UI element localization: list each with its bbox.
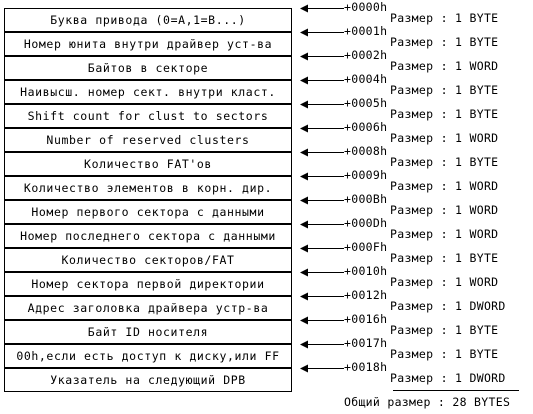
field-size-separator: : [440, 11, 448, 25]
dpb-field [4, 320, 292, 344]
field-size-label: Размер [390, 227, 434, 241]
dpb-field [4, 368, 292, 392]
field-offset: +0001h [344, 24, 388, 38]
total-size-value: 28 BYTES [452, 395, 511, 409]
field-offset: +000Bh [344, 192, 388, 206]
dpb-field-label: Количество секторов/FAT [61, 253, 235, 267]
field-size-label: Размер [390, 107, 434, 121]
offset-arrow-icon [300, 172, 346, 181]
field-size [390, 181, 498, 192]
total-separator-line [393, 390, 519, 391]
dpb-field [4, 104, 292, 128]
field-size-value: 1 BYTE [455, 83, 499, 97]
dpb-field-label: Наивысш. номер сект. внутри класт. [20, 85, 276, 99]
field-size [390, 373, 506, 384]
offset-arrow-icon [300, 244, 346, 253]
field-size-separator: : [440, 323, 448, 337]
dpb-field [4, 176, 292, 200]
field-size [390, 157, 498, 168]
field-size-value: 1 BYTE [455, 107, 499, 121]
field-offset: +0004h [344, 72, 388, 86]
field-size-value: 1 BYTE [455, 323, 499, 337]
total-size-separator: : [437, 395, 446, 409]
field-offset: +0005h [344, 96, 388, 110]
field-size-value: 1 WORD [455, 227, 499, 241]
offset-arrow-icon [300, 28, 346, 37]
dpb-field [4, 272, 292, 296]
field-size-value: 1 BYTE [455, 11, 499, 25]
field-offset: +0018h [344, 360, 388, 374]
offset-arrow-icon [300, 268, 346, 277]
field-size [390, 13, 498, 24]
dpb-field-label: Количество FAT'ов [84, 157, 212, 171]
field-size-label: Размер [390, 275, 434, 289]
field-size [390, 133, 498, 144]
offset-arrow-icon [300, 76, 346, 85]
field-offset: +0010h [344, 264, 388, 278]
dpb-field [4, 296, 292, 320]
field-size-separator: : [440, 371, 448, 385]
dpb-field-label: Буква привода (0=A,1=B...) [50, 13, 246, 27]
field-size-label: Размер [390, 347, 434, 361]
field-size-separator: : [440, 35, 448, 49]
offset-arrow-icon [300, 148, 346, 157]
dpb-field-label: Номер юнита внутри драйвер уст-ва [23, 37, 273, 51]
field-size-separator: : [440, 251, 448, 265]
field-offset: +0012h [344, 288, 388, 302]
dpb-field-label: Shift count for clust to sectors [27, 109, 269, 123]
field-size [390, 37, 498, 48]
field-size [390, 229, 498, 240]
offset-arrow-icon [300, 196, 346, 205]
dpb-field [4, 8, 292, 32]
total-size-label: Общий размер [344, 395, 431, 409]
field-offset: +0017h [344, 336, 388, 350]
offset-arrow-icon [300, 52, 346, 61]
field-size-value: 1 BYTE [455, 251, 499, 265]
dpb-field [4, 152, 292, 176]
field-offset: +0002h [344, 48, 388, 62]
field-size [390, 85, 498, 96]
dpb-field-label: Адрес заголовка драйвера устр-ва [27, 301, 269, 315]
dpb-field-label: Байт ID носителя [87, 325, 209, 339]
dpb-field-label: Номер первого сектора с данными [31, 205, 265, 219]
offset-arrow-icon [300, 4, 346, 13]
offset-arrow-icon [300, 364, 346, 373]
field-size-separator: : [440, 83, 448, 97]
field-size-value: 1 DWORD [455, 299, 506, 313]
dpb-field [4, 200, 292, 224]
dpb-field-label: Номер последнего сектора с данными [20, 229, 276, 243]
field-size-label: Размер [390, 179, 434, 193]
field-size-label: Размер [390, 323, 434, 337]
field-offset: +0008h [344, 144, 388, 158]
offset-arrow-icon [300, 340, 346, 349]
field-size-label: Размер [390, 203, 434, 217]
field-size [390, 109, 498, 120]
total-size [344, 397, 510, 408]
field-size-separator: : [440, 107, 448, 121]
field-size-separator: : [440, 203, 448, 217]
field-size [390, 205, 498, 216]
dpb-field-label: Number of reserved clusters [46, 133, 250, 147]
dpb-field-label: Количество элементов в корн. дир. [23, 181, 273, 195]
field-size [390, 301, 506, 312]
dpb-field [4, 80, 292, 104]
dpb-field [4, 344, 292, 368]
offset-arrow-icon [300, 100, 346, 109]
field-size-label: Размер [390, 35, 434, 49]
dpb-field [4, 224, 292, 248]
field-size-separator: : [440, 227, 448, 241]
field-size-label: Размер [390, 299, 434, 313]
field-offset: +0016h [344, 312, 388, 326]
field-size-value: 1 WORD [455, 275, 499, 289]
field-size-separator: : [440, 131, 448, 145]
field-size [390, 325, 498, 336]
field-size-value: 1 BYTE [455, 35, 499, 49]
field-offset: +0000h [344, 0, 388, 14]
dpb-field [4, 248, 292, 272]
field-size-separator: : [440, 155, 448, 169]
dpb-field [4, 128, 292, 152]
dpb-field [4, 32, 292, 56]
field-size-value: 1 WORD [455, 59, 499, 73]
field-size-value: 1 WORD [455, 131, 499, 145]
dpb-field-label: Байтов в секторе [87, 61, 209, 75]
field-size-label: Размер [390, 11, 434, 25]
dpb-field-label: 00h,если есть доступ к диску,или FF [16, 349, 280, 363]
field-size-label: Размер [390, 371, 434, 385]
field-size-value: 1 WORD [455, 179, 499, 193]
field-size-value: 1 BYTE [455, 155, 499, 169]
field-size-label: Размер [390, 83, 434, 97]
field-size-value: 1 BYTE [455, 347, 499, 361]
field-size-separator: : [440, 59, 448, 73]
field-size [390, 277, 498, 288]
dpb-field [4, 56, 292, 80]
field-offset: +000Fh [344, 240, 388, 254]
dpb-field-label: Номер сектора первой директории [31, 277, 265, 291]
offset-arrow-icon [300, 220, 346, 229]
field-size [390, 253, 498, 264]
offset-arrow-icon [300, 292, 346, 301]
field-offset: +0009h [344, 168, 388, 182]
field-size-separator: : [440, 347, 448, 361]
dpb-field-label: Указатель на следующий DPB [50, 373, 246, 387]
field-offset: +000Dh [344, 216, 388, 230]
field-size-label: Размер [390, 59, 434, 73]
field-offset: +0006h [344, 120, 388, 134]
field-size [390, 61, 498, 72]
field-size-separator: : [440, 299, 448, 313]
field-size-label: Размер [390, 131, 434, 145]
field-size-separator: : [440, 275, 448, 289]
field-size [390, 349, 498, 360]
field-size-label: Размер [390, 251, 434, 265]
field-size-value: 1 DWORD [455, 371, 506, 385]
offset-arrow-icon [300, 316, 346, 325]
field-size-label: Размер [390, 155, 434, 169]
offset-arrow-icon [300, 124, 346, 133]
field-size-value: 1 WORD [455, 203, 499, 217]
field-size-separator: : [440, 179, 448, 193]
